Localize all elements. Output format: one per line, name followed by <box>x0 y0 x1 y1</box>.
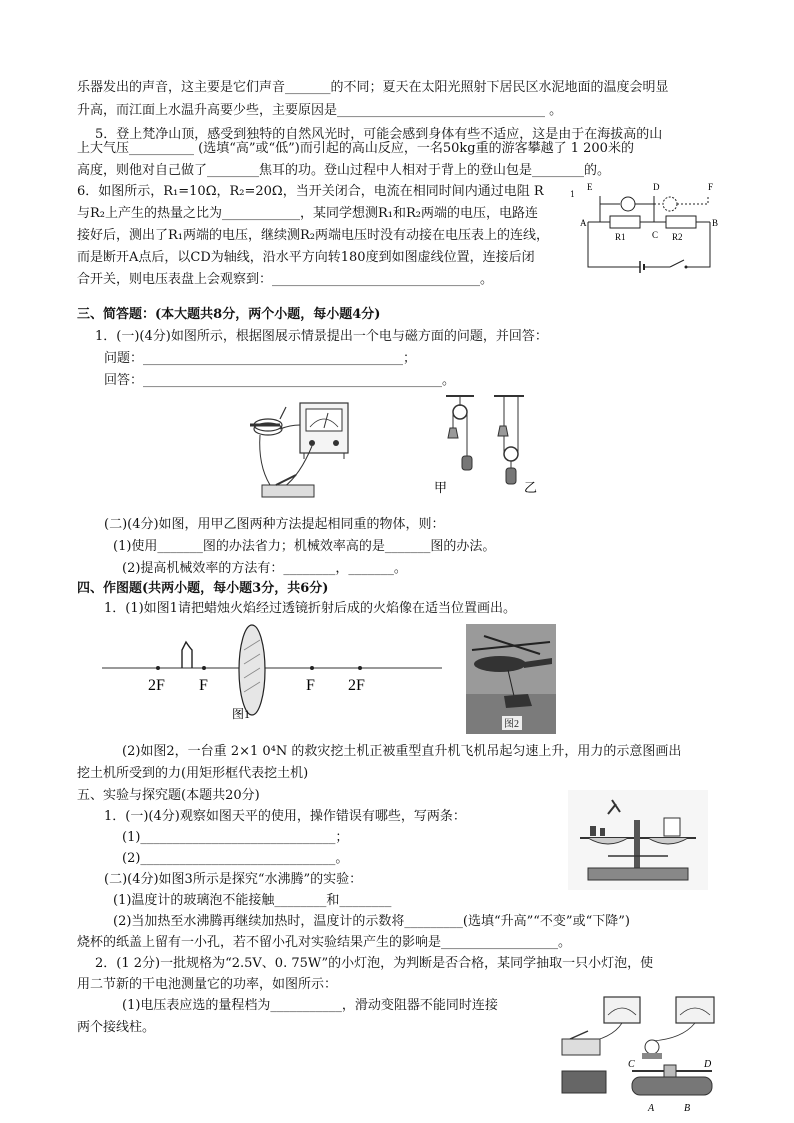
pulley-label-jia: 甲 <box>434 480 448 495</box>
question-answer-line: 问题：________________________________________； <box>104 351 417 366</box>
section-3-q2-prompt: (二)(4分)如图，用甲乙图两种方法提起相同重的物体，则： <box>104 517 445 532</box>
section-3-q1-prompt: 1．(一)(4分)如图所示，根据图展示情景提出一个电与磁方面的问题，并回答： <box>95 329 548 344</box>
pulley-figure <box>432 392 542 512</box>
text-line-1: 乐器发出的声音，这主要是它们声音_______的不同；夏天在太阳光照射下居民区水泥地面的温度会明显 <box>77 80 669 95</box>
question-5-line-3: 高度，则他对自己做了________焦耳的功。登山过程中人相对于背上的登山包是________的。 <box>77 163 611 178</box>
balance-pillar-icon <box>634 820 640 870</box>
voltmeter-device-icon <box>676 997 714 1023</box>
pulley-label-yi: 乙 <box>524 480 538 495</box>
section-5-q1b-item-2-cont: 烧杯的纸盖上留有一小孔，若不留小孔对实验结果产生的影响是__________________。 <box>77 935 572 950</box>
section-4-heading: 四、作图题(共两小题，每小题3分，共6分) <box>77 581 329 596</box>
voltmeter-icon <box>621 197 635 211</box>
weights-icon <box>590 826 596 836</box>
circuit-label-b: B <box>712 218 719 228</box>
lens-label-f-right: F <box>306 677 315 694</box>
section-5-q2-item-1-cont: 两个接线柱。 <box>77 1020 156 1035</box>
candle-icon <box>182 642 192 668</box>
object-block-icon <box>664 818 680 836</box>
switch-device-icon <box>562 1039 600 1055</box>
balance-base-icon <box>588 868 688 880</box>
section-4-q2-line-2: 挖土机所受到的力(用矩形框代表挖土机) <box>77 766 309 781</box>
question-6-line-2: 与R₂上产生的热量之比为____________，某同学想测R₁和R₂两端的电压，电路连 <box>77 206 538 221</box>
question-5-line-2: 上大气压__________ (选填“高”或“低”)而引起的高山反应，一名50kg重的游客攀越了 1 200米的 <box>77 141 634 156</box>
answer-line: 回答：______________________________________________。 <box>104 373 456 388</box>
circuit-label-r2: R2 <box>672 232 683 242</box>
circuit-figure <box>570 182 720 277</box>
helicopter-figure <box>466 624 556 734</box>
question-6-line-5: 合开关，则电压表盘上会观察到：________________________________。 <box>77 272 494 287</box>
rheostat-label-c: C <box>628 1059 635 1070</box>
helicopter-caption: 图2 <box>504 719 519 730</box>
lens-label-2f-left: 2F <box>148 677 165 694</box>
section-4-q2-line-1: (2)如图2，一台重 2×1 0⁴N 的救灾挖土机正被重型直升机飞机吊起匀速上升，用力的示意图画出 <box>122 744 682 759</box>
switch-base-icon <box>262 485 314 497</box>
rheostat-label-b: B <box>684 1103 691 1114</box>
ammeter-icon <box>604 997 640 1023</box>
circuit-label-f: F <box>708 182 714 192</box>
lens-label-f-left: F <box>199 677 208 694</box>
question-6-line-3: 接好后，测出了R₁两端的电压，继续测R₂两端电压时没有动接在电压表上的连线， <box>77 228 549 243</box>
circuit-label-e: E <box>587 182 593 192</box>
electromagnet-figure <box>240 395 380 510</box>
helicopter-body-icon <box>474 656 526 672</box>
convex-lens-icon <box>239 625 265 715</box>
apparatus-figure <box>552 993 720 1118</box>
circuit-sup-1: 1 <box>570 190 576 199</box>
section-4-q1: 1．(1)如图1请把蜡烛火焰经过透镜折射后成的火焰像在适当位置画出。 <box>104 601 516 616</box>
rheostat-icon <box>632 1077 712 1095</box>
section-5-q1b-item-1: (1)温度计的玻璃泡不能接触________和________ <box>113 893 392 908</box>
section-5-q2-line-1: 2．(1 2分)一批规格为“2.5V、0. 75W”的小灯泡，为判断是否合格，某同学抽取一只小灯泡，使 <box>95 956 654 971</box>
section-5-q2-item-1: (1)电压表应选的量程档为___________，滑动变阻器不能同时连接 <box>122 998 498 1013</box>
section-5-q1b-item-2: (2)当加热至水沸腾再继续加热时，温度计的示数将_________(选填“升高”“不变”或“下降”) <box>113 914 630 929</box>
circuit-label-d: D <box>653 182 660 192</box>
question-6-line-4: 而是断开A点后，以CD为轴线，沿水平方向转180度到如图虚线位置，连接后闭 <box>77 250 535 265</box>
bulb-icon <box>645 1040 659 1054</box>
circuit-label-r1: R1 <box>615 232 626 242</box>
switch-icon <box>670 260 684 267</box>
section-5-q1b-prompt: (二)(4分)如图3所示是探究“水沸腾”的实验： <box>104 872 363 887</box>
lens-caption: 图1 <box>232 707 251 721</box>
section-5-q1-prompt: 1．(一)(4分)观察如图天平的使用，操作错误有哪些，写两条： <box>104 809 466 824</box>
section-5-q1-blank-2: (2)______________________________。 <box>122 851 349 866</box>
question-6-line-1: 6．如图所示，R₁=10Ω，R₂=20Ω，当开关闭合，电流在相同时间内通过电阻 R <box>77 184 544 199</box>
question-5-line-1: 5．登上梵净山顶，感受到独特的自然风光时，可能会感到身体有些不适应，这是由于在海拔高的山 <box>95 127 663 142</box>
section-5-heading: 五、实验与探究题(本题共20分) <box>77 788 260 803</box>
weight-icon <box>462 456 472 470</box>
balance-figure <box>568 790 708 890</box>
section-3-q2-item-2: (2)提高机械效率的方法有：________，_______。 <box>122 561 407 576</box>
battery-device-icon <box>562 1071 606 1093</box>
circuit-label-c: C <box>652 230 659 240</box>
rheostat-label-d: D <box>704 1059 712 1070</box>
movable-pulley-icon <box>504 447 518 461</box>
circuit-label-a: A <box>580 218 587 228</box>
section-3-heading: 三、简答题：(本大题共8分，两个小题，每小题4分) <box>77 307 381 322</box>
text-line-2: 升高，而江面上水温升高要少些，主要原因是________________________________ 。 <box>77 103 563 118</box>
lens-figure <box>102 620 442 725</box>
section-3-q2-item-1: (1)使用_______图的办法省力；机械效率高的是_______图的办法。 <box>113 539 496 554</box>
section-5-q2-line-2: 用二节新的干电池测量它的功率，如图所示： <box>77 977 338 992</box>
section-5-q1-blank-1: (1)______________________________； <box>122 830 349 845</box>
resistor-r2 <box>666 216 696 228</box>
rheostat-label-a: A <box>648 1103 655 1114</box>
fixed-pulley-icon <box>453 405 467 419</box>
resistor-r1 <box>610 216 640 228</box>
lens-label-2f-right: 2F <box>348 677 365 694</box>
excavator-icon <box>504 694 532 708</box>
voltmeter-dashed-icon <box>663 197 677 211</box>
